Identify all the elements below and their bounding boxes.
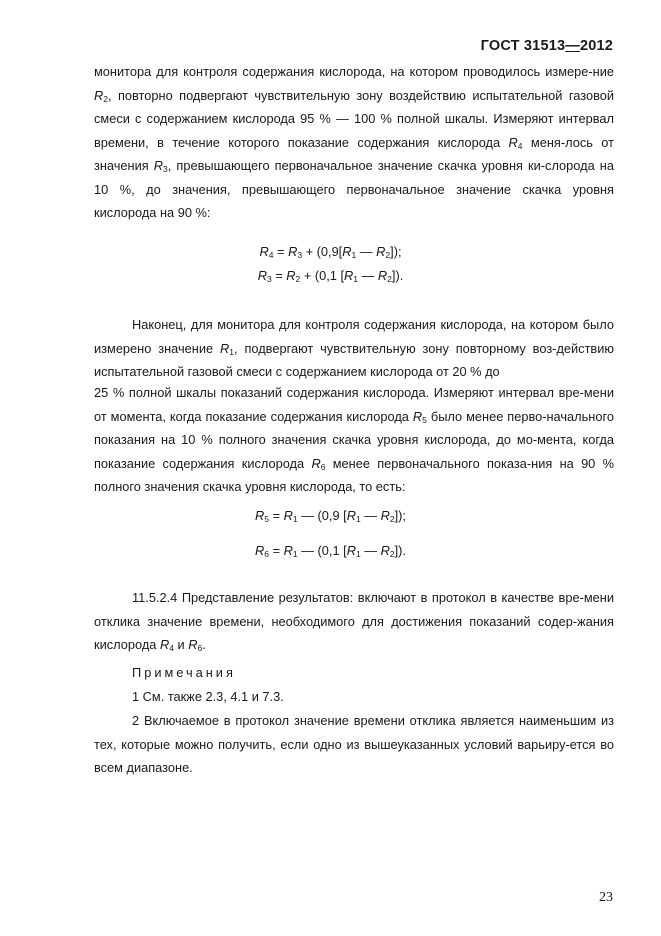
formula-r4: $R_4 = R_3 + (0,9[R_1$ — $R_2$]); xyxy=(259,244,402,260)
formula-r3: $R_3 = R_2 + (0,1$ [$R_1$ — $R_2$]). xyxy=(257,268,404,284)
paragraph-3 xyxy=(94,586,614,657)
paragraph-2a xyxy=(94,313,614,384)
note-1-text: 1 См. также 2.3, 4.1 и 7.3. xyxy=(132,689,284,704)
paragraph-1-text: монитора для контроля содержания кислорода, на котором проводилось измере-ние $R_2$, повторно подвергают чувствительную зону воздействию испытательной газовой смеси с содержанием кислорода 95 % — 100 % полной шкалы. Измеряют интервал времени, в течение которого показание содержания кислорода $R_4$ меня-лось от значения $R_3$, превышающего первоначальное значение скачка уровня ки-слорода на 10 %, до значения, превышающего первоначальное значение скачка уровня кислорода на 90 %: xyxy=(94,64,614,220)
notes-heading xyxy=(94,661,614,685)
note-1 xyxy=(94,685,614,709)
paragraph-2b-text: 25 % полной шкалы показаний содержания кислорода. Измеряют интервал вре-мени от момента, когда показание содержания кислорода $R_5$ было менее перво-начального показания на 10 % полного значения скачка уровня кислорода, до мо-мента, когда показание содержания кислорода $R_6$ менее первоначального показа-ния на 90 % полного значения скачка уровня кислорода, то есть: xyxy=(94,385,614,494)
paragraph-3-text: 11.5.2.4 Представление результатов: включают в протокол в качестве вре-мени отклика значение времени, необходимого для достижения показаний содер-жания кислорода $R_4$ и $R_6$. xyxy=(94,590,614,653)
paragraph-2b xyxy=(94,381,614,499)
formula-r6: $R_6 = R_1$ — (0,1 [$R_1$ — $R_2$]). xyxy=(255,543,406,559)
paragraph-1 xyxy=(94,60,614,225)
notes-heading-text: Примечания xyxy=(132,665,236,680)
paragraph-2a-text: Наконец, для монитора для контроля содержания кислорода, на котором было измерено значение $R_1$, подвергают чувствительную зону повторному воз-действию испытательной газовой смеси с содержанием кислорода от 20 % до xyxy=(94,317,614,379)
page-number: 23 xyxy=(599,890,613,905)
formula-r5: $R_5 = R_1$ — (0,9 [$R_1$ — $R_2$]); xyxy=(255,508,406,524)
note-2 xyxy=(94,709,614,780)
document-code: ГОСТ 31513—2012 xyxy=(480,38,613,54)
note-2-text: 2 Включаемое в протокол значение времени отклика является наименьшим из тех, которые можно получить, если одно из вышеуказанных условий варьиру-ется во всем диапазоне. xyxy=(94,713,614,775)
